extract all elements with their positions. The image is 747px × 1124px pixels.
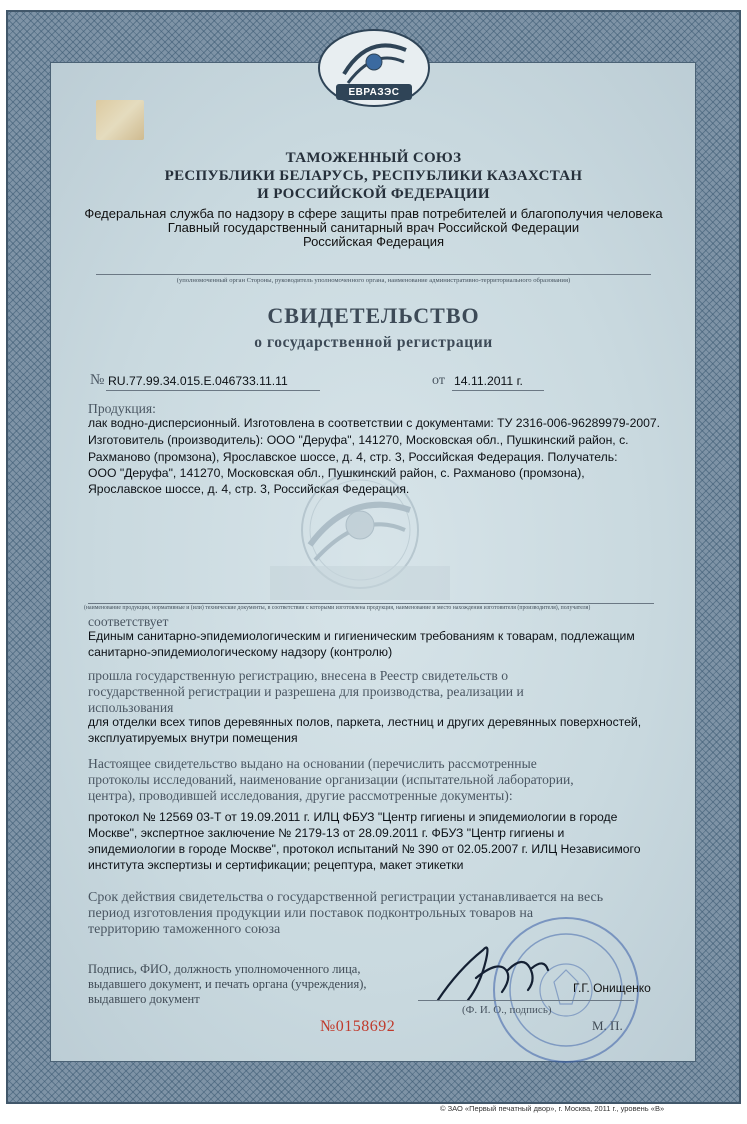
product-caption: (наименование продукции, нормативные и (или) технические документы, в соответствии с которыми изготовлена продукция, наименование и место нахождения изготовителя (производителя), получателя) bbox=[84, 605, 591, 611]
product-label: Продукция: bbox=[88, 401, 156, 416]
signature-rule bbox=[418, 1000, 634, 1001]
product-line-2: Изготовитель (производитель): ООО "Деруфа", 141270, Московская обл., Пушкинский район, с. bbox=[88, 433, 629, 447]
basis-line-2: Москве", экспертное заключение № 2179-13 от 28.09.2011 г. ФБУЗ "Центр гигиены и bbox=[88, 826, 565, 840]
date-prefix: от bbox=[432, 373, 445, 388]
signatory-name: Г.Г. Онищенко bbox=[573, 981, 651, 995]
registration-text-3: использования bbox=[88, 700, 174, 715]
product-line-5: Ярославское шоссе, д. 4, стр. 3, Российская Федерация. bbox=[88, 482, 410, 496]
signature-caption-3: выдавшего документ bbox=[88, 992, 200, 1006]
serial-number: №0158692 bbox=[320, 1018, 396, 1035]
basis-line-4: института экспертизы и сертификации; рецептура, макет этикетки bbox=[88, 858, 464, 872]
validity-line-1: Срок действия свидетельства о государственной регистрации устанавливается на весь bbox=[88, 890, 604, 905]
certificate-title: СВИДЕТЕЛЬСТВО bbox=[267, 303, 480, 328]
basis-line-3: эпидемиологии в городе Москве", протокол испытаний № 390 от 02.05.2007 г. ИЛЦ Независимого bbox=[88, 842, 641, 856]
basis-text-3: центра), проводившей исследования, другие рассмотренные документы): bbox=[88, 788, 513, 803]
usage-line-1: для отделки всех типов деревянных полов, паркета, лестниц и других деревянных поверхностей, bbox=[88, 715, 642, 729]
conformity-label: соответствует bbox=[88, 614, 169, 629]
printer-imprint: © ЗАО «Первый печатный двор», г. Москва, 2011 г., уровень «В» bbox=[440, 1104, 665, 1113]
registration-text-2: государственной регистрации и разрешена для производства, реализации и bbox=[88, 684, 524, 699]
registration-text-1: прошла государственную регистрацию, внесена в Реестр свидетельств о bbox=[88, 668, 509, 683]
number-sign: № bbox=[90, 372, 105, 388]
hologram bbox=[96, 100, 144, 140]
authority-line-1: Федеральная служба по надзору в сфере защиты прав потребителей и благополучия человека bbox=[84, 206, 663, 221]
product-rule bbox=[88, 603, 654, 604]
product-line-3: Рахманово (промзона), Ярославское шоссе, д. 4, стр. 3, Российская Федерация. Получатель: bbox=[88, 450, 618, 464]
validity-line-2: период изготовления продукции или поставок подконтрольных товаров на bbox=[88, 906, 534, 921]
product-line-1: лак водно-дисперсионный. Изготовлена в соответствии с документами: ТУ 2316-006-96289979-2007. bbox=[88, 416, 661, 430]
signature-fio-caption: (Ф. И. О., подпись) bbox=[462, 1004, 552, 1016]
basis-line-1: протокол № 12569 03-Т от 19.09.2011 г. ИЛЦ ФБУЗ "Центр гигиены и эпидемиологии в городе bbox=[88, 810, 618, 824]
basis-text-1: Настоящее свидетельство выдано на основании (перечислить рассмотренные bbox=[88, 756, 537, 771]
header-line-2: РЕСПУБЛИКИ БЕЛАРУСЬ, РЕСПУБЛИКИ КАЗАХСТАН bbox=[164, 168, 583, 184]
date-rule bbox=[452, 390, 544, 391]
usage-line-2: эксплуатируемых внутри помещения bbox=[88, 731, 298, 745]
authority-line-2: Главный государственный санитарный врач Российской Федерации bbox=[167, 220, 580, 235]
authority-rule bbox=[96, 274, 651, 275]
signature-caption-1: Подпись, ФИО, должность уполномоченного лица, bbox=[88, 962, 361, 976]
registration-number: RU.77.99.34.015.E.046733.11.11 bbox=[108, 374, 288, 388]
conformity-line-2: санитарно-эпидемиологическому надзору (контролю) bbox=[88, 645, 393, 659]
authority-caption: (уполномоченный орган Стороны, руководитель уполномоченного органа, наименование административно-территориального образования) bbox=[176, 277, 571, 284]
signature-caption-2: выдавшего документ, и печать органа (учреждения), bbox=[88, 977, 367, 991]
header-line-1: ТАМОЖЕННЫЙ СОЮЗ bbox=[285, 150, 462, 166]
authority-line-3: Российская Федерация bbox=[302, 234, 445, 249]
basis-text-2: протоколы исследований, наименование организации (испытательной лаборатории, bbox=[88, 772, 574, 787]
registration-date: 14.11.2011 г. bbox=[454, 374, 523, 388]
product-line-4: ООО "Деруфа", 141270, Московская обл., Пушкинский район, с. Рахманово (промзона), bbox=[88, 466, 585, 480]
certificate-subtitle: о государственной регистрации bbox=[254, 334, 493, 351]
number-rule bbox=[106, 390, 320, 391]
conformity-line-1: Единым санитарно-эпидемиологическим и гигиеническим требованиям к товарам, подлежащим bbox=[88, 629, 635, 643]
validity-line-3: территорию таможенного союза bbox=[88, 922, 281, 937]
mp-label: М. П. bbox=[592, 1018, 623, 1033]
header-line-3: И РОССИЙСКОЙ ФЕДЕРАЦИИ bbox=[257, 186, 490, 202]
emblem-label: ЕВРАЗЭС bbox=[348, 87, 400, 98]
